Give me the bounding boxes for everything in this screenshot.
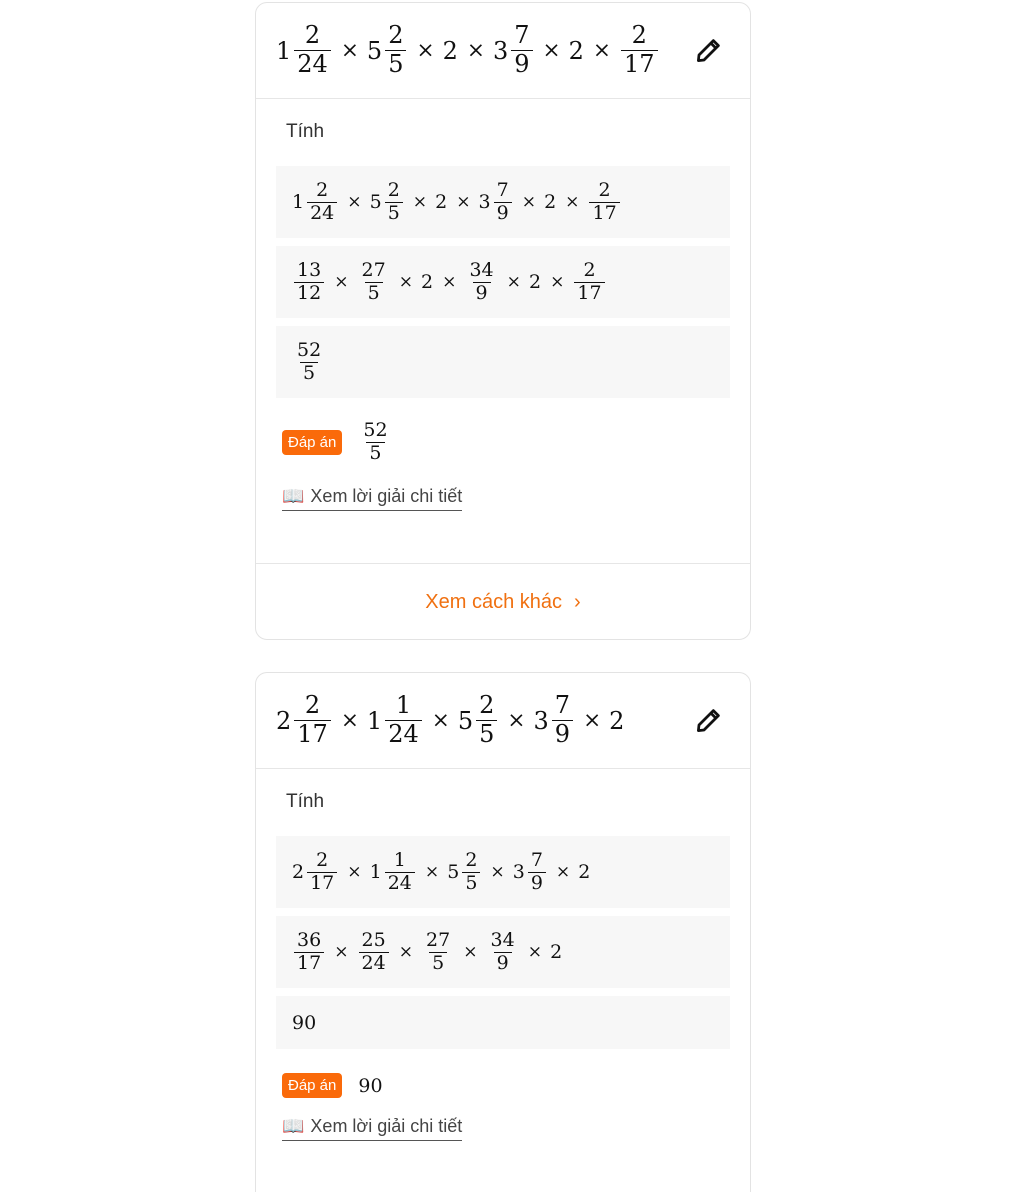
numerator: 52 — [297, 338, 322, 361]
operator: × — [347, 192, 362, 212]
denominator: 24 — [359, 952, 389, 975]
mixed-number — [447, 850, 482, 895]
fraction — [423, 930, 453, 975]
whole-part: 2 — [276, 706, 292, 735]
problem-header — [256, 3, 750, 99]
number: 2 — [550, 941, 563, 963]
problem-expression — [276, 22, 660, 78]
operator: × — [334, 272, 349, 292]
numerator: 2 — [465, 848, 478, 871]
operator: × — [347, 862, 362, 882]
fraction — [294, 22, 331, 78]
fraction — [294, 930, 324, 975]
denominator: 5 — [365, 282, 383, 305]
numerator: 7 — [530, 848, 543, 871]
numerator: 34 — [469, 258, 494, 281]
number: 90 — [292, 1011, 317, 1034]
book-icon: 📖 — [282, 1116, 305, 1136]
operator: × — [416, 38, 435, 63]
operator: × — [466, 38, 485, 63]
solution-card-1 — [255, 2, 751, 640]
fraction — [359, 260, 389, 305]
numerator: 34 — [490, 928, 515, 951]
denominator: 12 — [294, 282, 324, 305]
numerator: 13 — [297, 258, 322, 281]
operator: × — [555, 862, 571, 882]
fraction — [552, 692, 573, 748]
number: 2 — [442, 36, 458, 65]
answer-value — [358, 420, 392, 465]
denominator: 5 — [462, 872, 480, 895]
fraction — [528, 850, 546, 895]
book-icon: 📖 — [282, 486, 305, 506]
numerator: 1 — [395, 691, 412, 720]
numerator: 25 — [361, 928, 386, 951]
mixed-number — [493, 22, 535, 78]
denominator: 5 — [429, 952, 447, 975]
numerator: 36 — [297, 928, 322, 951]
answer-row — [276, 1063, 730, 1108]
solution-card-2 — [255, 672, 751, 1192]
whole-part: 1 — [276, 36, 292, 65]
denominator: 5 — [366, 442, 384, 465]
denominator: 17 — [294, 720, 331, 749]
problem-expression — [276, 692, 625, 748]
view-detailed-solution-link[interactable] — [282, 1116, 462, 1141]
number: 2 — [435, 191, 448, 213]
step-row — [276, 996, 730, 1049]
denominator: 5 — [385, 202, 403, 225]
step-row — [276, 246, 730, 318]
numerator: 7 — [554, 691, 571, 720]
step-expression — [292, 1012, 317, 1034]
whole-part: 2 — [292, 861, 305, 883]
denominator: 17 — [307, 872, 337, 895]
step-expression — [292, 340, 326, 385]
operator: × — [550, 272, 565, 292]
fraction — [385, 692, 422, 748]
denominator: 5 — [476, 720, 497, 749]
answer-badge: Đáp án — [282, 430, 342, 455]
fraction — [294, 260, 324, 305]
operator: × — [507, 708, 526, 733]
fraction — [359, 930, 389, 975]
pencil-icon[interactable] — [694, 705, 724, 735]
fraction — [466, 260, 496, 305]
operator: × — [334, 942, 349, 962]
fraction — [462, 850, 480, 895]
whole-part: 5 — [457, 706, 474, 735]
denominator: 24 — [294, 50, 331, 79]
operator: × — [506, 272, 521, 292]
numerator: 7 — [496, 178, 509, 201]
number: 2 — [544, 191, 557, 213]
fraction — [621, 22, 658, 78]
fraction — [360, 420, 390, 465]
detail-link-label: Xem lời giải chi tiết — [310, 1116, 463, 1136]
operator: × — [398, 942, 414, 962]
fraction — [307, 180, 337, 225]
answer-badge: Đáp án — [282, 1073, 342, 1098]
numerator: 52 — [363, 418, 388, 441]
denominator: 24 — [385, 720, 422, 749]
number: 2 — [568, 36, 584, 65]
operator: × — [442, 272, 457, 292]
denominator: 9 — [511, 50, 532, 79]
whole-part: 1 — [292, 191, 305, 213]
denominator: 9 — [528, 872, 546, 895]
mixed-number — [370, 850, 417, 895]
operator: × — [398, 272, 414, 292]
other-method-label: Xem cách khác — [425, 590, 563, 613]
whole-part: 3 — [533, 706, 549, 735]
whole-part: 5 — [366, 36, 383, 65]
step-expression — [292, 930, 563, 975]
numerator: 2 — [387, 178, 400, 201]
numerator: 27 — [361, 258, 386, 281]
answer-value — [358, 1075, 383, 1097]
section-label: Tính — [286, 791, 325, 812]
fraction — [385, 850, 415, 895]
denominator: 17 — [621, 50, 658, 79]
numerator: 2 — [598, 178, 611, 201]
numerator: 2 — [479, 691, 495, 720]
step-expression — [292, 180, 622, 225]
operator: × — [542, 38, 561, 63]
solution-body — [256, 121, 750, 511]
operator: × — [565, 192, 580, 212]
denominator: 24 — [307, 202, 337, 225]
operator: × — [527, 942, 543, 962]
fraction — [494, 180, 512, 225]
fraction — [476, 692, 497, 748]
number: 90 — [358, 1074, 383, 1097]
number: 2 — [578, 861, 591, 883]
numerator: 2 — [304, 691, 321, 720]
denominator: 24 — [385, 872, 415, 895]
fraction — [294, 340, 324, 385]
operator: × — [490, 862, 505, 882]
numerator: 2 — [583, 258, 596, 281]
operator: × — [340, 38, 359, 63]
mixed-number — [276, 692, 333, 748]
operator: × — [456, 192, 471, 212]
problem-header — [256, 673, 750, 769]
operator: × — [340, 708, 359, 733]
fraction — [488, 930, 518, 975]
chevron-right-icon: › — [574, 590, 581, 613]
operator: × — [592, 38, 611, 63]
operator: × — [583, 708, 602, 733]
operator: × — [463, 942, 478, 962]
whole-part: 1 — [369, 861, 382, 883]
view-other-method-button[interactable] — [256, 563, 750, 640]
denominator: 17 — [574, 282, 604, 305]
numerator: 7 — [514, 21, 530, 50]
fraction — [589, 180, 619, 225]
pencil-icon[interactable] — [694, 35, 724, 65]
step-expression — [292, 850, 591, 895]
mixed-number — [479, 180, 514, 225]
numerator: 2 — [631, 21, 647, 50]
step-row — [276, 326, 730, 398]
mixed-number — [292, 850, 339, 895]
whole-part: 3 — [512, 861, 525, 883]
fraction — [385, 180, 403, 225]
whole-part: 3 — [492, 36, 509, 65]
whole-part: 5 — [369, 191, 382, 213]
denominator: 17 — [589, 202, 619, 225]
mixed-number — [458, 692, 500, 748]
mixed-number — [534, 692, 576, 748]
mixed-number — [292, 180, 339, 225]
denominator: 9 — [473, 282, 491, 305]
whole-part: 5 — [447, 861, 460, 883]
whole-part: 3 — [478, 191, 491, 213]
denominator: 5 — [300, 362, 318, 385]
mixed-number — [367, 692, 424, 748]
denominator: 5 — [385, 50, 406, 79]
mixed-number — [367, 22, 409, 78]
mixed-number — [513, 850, 548, 895]
fraction — [294, 692, 331, 748]
fraction — [574, 260, 604, 305]
denominator: 9 — [494, 952, 512, 975]
numerator: 2 — [316, 848, 329, 871]
denominator: 17 — [294, 952, 324, 975]
numerator: 2 — [316, 178, 329, 201]
numerator: 27 — [426, 928, 451, 951]
numerator: 1 — [393, 848, 406, 871]
fraction — [511, 22, 532, 78]
answer-row — [276, 410, 730, 474]
mixed-number — [276, 22, 333, 78]
denominator: 9 — [552, 720, 573, 749]
number: 2 — [528, 271, 542, 293]
number: 2 — [421, 271, 434, 293]
section-label: Tính — [286, 121, 325, 142]
detail-link-label: Xem lời giải chi tiết — [310, 486, 463, 506]
denominator: 9 — [494, 202, 512, 225]
operator: × — [424, 862, 440, 882]
view-detailed-solution-link[interactable] — [282, 486, 462, 511]
number: 2 — [609, 706, 625, 735]
step-row — [276, 836, 730, 908]
operator: × — [412, 192, 428, 212]
fraction — [307, 850, 337, 895]
whole-part: 1 — [366, 706, 383, 735]
step-expression — [292, 260, 607, 305]
fraction — [385, 22, 406, 78]
operator: × — [521, 192, 537, 212]
operator: × — [431, 708, 450, 733]
step-row — [276, 166, 730, 238]
mixed-number — [370, 180, 405, 225]
numerator: 2 — [388, 21, 404, 50]
solution-body — [256, 791, 750, 1141]
numerator: 2 — [304, 21, 321, 50]
step-row — [276, 916, 730, 988]
